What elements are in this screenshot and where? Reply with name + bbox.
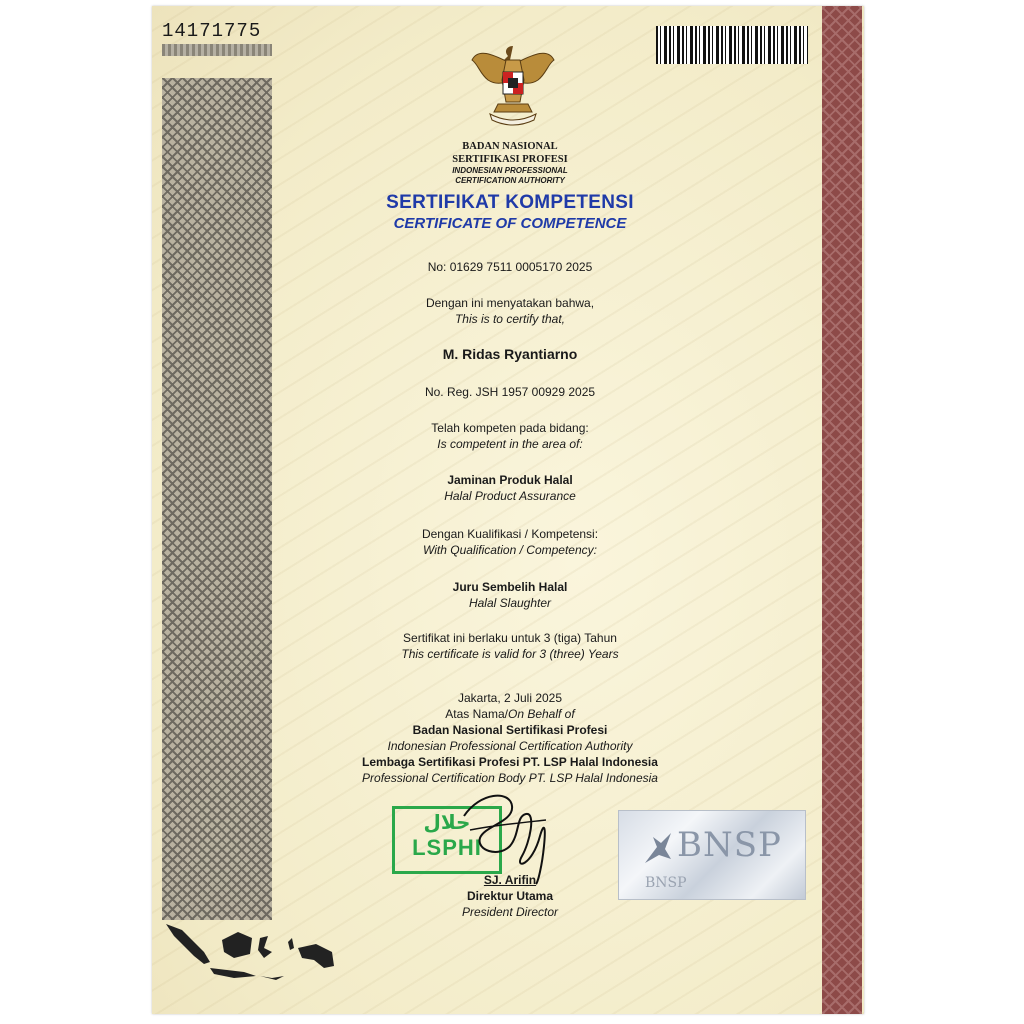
on-behalf xyxy=(300,706,720,722)
garuda-emblem-icon xyxy=(470,40,556,136)
bnsp-figure-icon xyxy=(641,829,675,869)
competent-area-label xyxy=(300,420,720,452)
issue-block xyxy=(300,690,720,786)
issuing-authority-en: Indonesian Professional Certification Authority xyxy=(387,739,633,753)
security-border-right xyxy=(822,6,862,1014)
authority-name xyxy=(300,140,720,166)
authority-name-line2: SERTIFIKASI PROFESI xyxy=(452,154,568,165)
certificate-subtitle: CERTIFICATE OF COMPETENCE xyxy=(393,215,627,232)
holder-name: M. Ridas Ryantiarno xyxy=(442,346,578,362)
authority-en-line2: CERTIFICATION AUTHORITY xyxy=(455,176,565,185)
qualification-label-en: With Qualification / Competency: xyxy=(423,543,597,557)
competent-area-label-id: Telah kompeten pada bidang: xyxy=(431,421,589,435)
lsphi-stamp-text: LSPHI xyxy=(412,835,482,860)
place-date: Jakarta, 2 Juli 2025 xyxy=(457,691,563,705)
bnsp-hologram xyxy=(618,810,806,900)
serial-strip xyxy=(162,44,272,56)
qualification xyxy=(300,579,720,611)
certify-id: Dengan ini menyatakan bahwa, xyxy=(425,296,595,310)
signatory-title-en: President Director xyxy=(461,905,559,919)
lsphi-stamp-arabic: حلال xyxy=(423,810,471,834)
validity-id: Sertifikat ini berlaku untuk 3 (tiga) Tahun xyxy=(403,631,617,645)
signatory-name: SJ. Arifin xyxy=(483,873,537,887)
certification-body-en: Professional Certification Body PT. LSP Halal Indonesia xyxy=(362,771,658,785)
qualification-en: Halal Slaughter xyxy=(468,596,552,610)
competency-area xyxy=(300,472,720,504)
competency-area-id: Jaminan Produk Halal xyxy=(447,473,573,487)
validity-statement xyxy=(300,630,720,662)
signature xyxy=(450,786,560,886)
qualification-label xyxy=(300,526,720,558)
authority-name-line1: BADAN NASIONAL xyxy=(462,141,558,152)
certificate-title: SERTIFIKAT KOMPETENSI xyxy=(386,192,634,213)
certify-en: This is to certify that, xyxy=(454,312,566,326)
security-pattern-band xyxy=(162,78,272,920)
signatory-title-id: Direktur Utama xyxy=(466,889,554,903)
authority-en-line1: INDONESIAN PROFESSIONAL xyxy=(452,166,568,175)
issuing-authority-id: Badan Nasional Sertifikasi Profesi xyxy=(412,723,608,737)
barcode xyxy=(656,26,808,64)
serial-number: 14171775 xyxy=(162,20,262,42)
certify-statement xyxy=(300,295,720,327)
bnsp-logo-text: BNSP xyxy=(677,825,782,865)
certificate-number: No: 01629 7511 0005170 2025 xyxy=(427,260,593,274)
registration-number: No. Reg. JSH 1957 00929 2025 xyxy=(424,385,596,399)
competent-area-label-en: Is competent in the area of: xyxy=(437,437,583,451)
bnsp-small-text: BNSP xyxy=(645,875,687,891)
competency-area-en: Halal Product Assurance xyxy=(444,489,576,503)
qualification-label-id: Dengan Kualifikasi / Kompetensi: xyxy=(421,527,599,541)
validity-en: This certificate is valid for 3 (three) Years xyxy=(401,647,619,661)
behalf-id: Atas Nama/ xyxy=(445,707,508,721)
authority-name-english xyxy=(300,166,720,186)
certification-body-id: Lembaga Sertifikasi Profesi PT. LSP Halal Indonesia xyxy=(362,755,658,769)
qualification-id: Juru Sembelih Halal xyxy=(452,580,568,594)
behalf-en: On Behalf of xyxy=(507,707,575,721)
indonesia-map-icon xyxy=(164,918,336,988)
